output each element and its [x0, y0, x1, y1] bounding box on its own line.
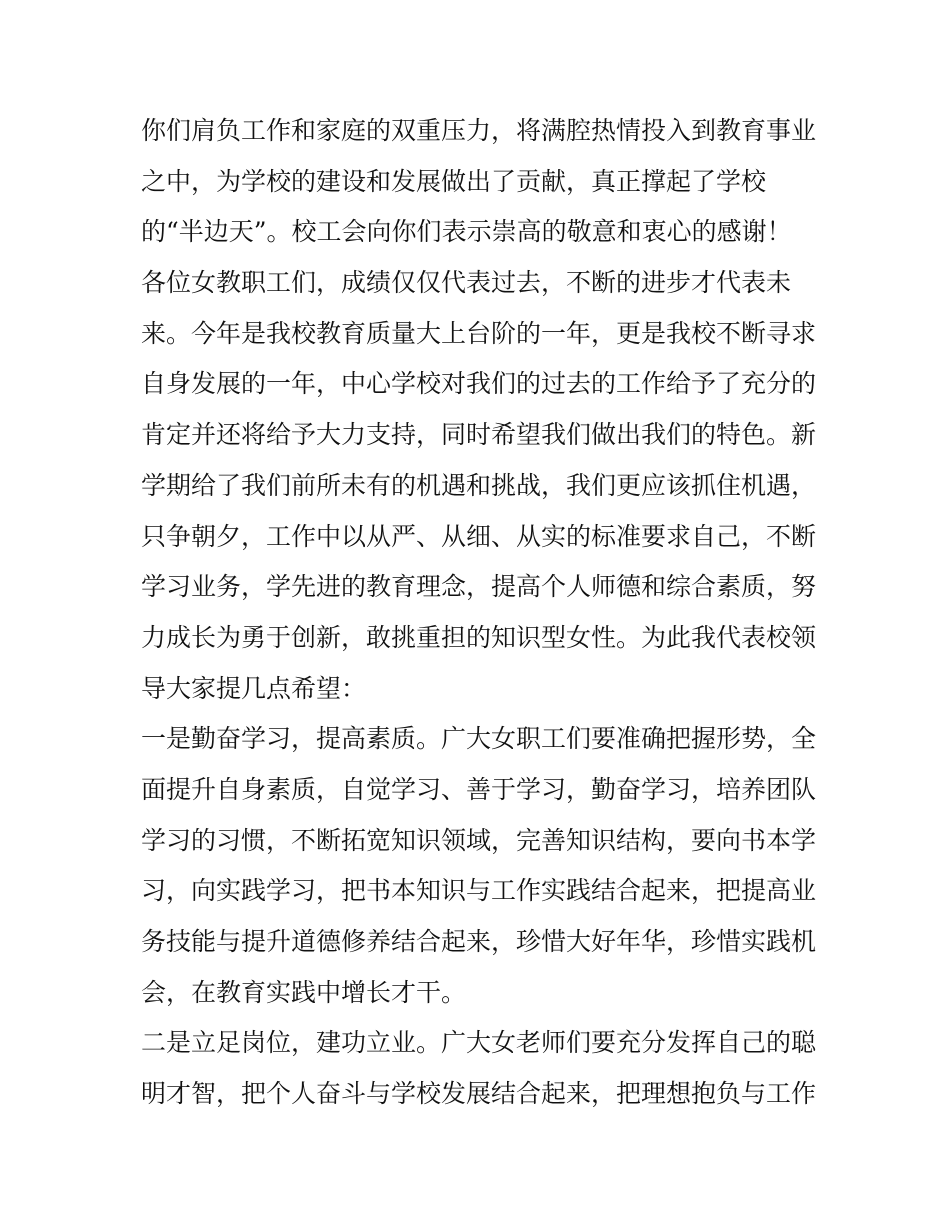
- text-line: 会，在教育实践中增长才干。: [141, 977, 467, 1007]
- text-line: 你们肩负工作和家庭的双重压力，将满腔热情投入到教育事业: [141, 116, 817, 145]
- text-line: 之中，为学校的建设和发展做出了贡献，真正撑起了学校: [141, 166, 767, 196]
- text-line: 导大家提几点希望：: [141, 673, 367, 703]
- text-line: 自身发展的一年，中心学校对我们的过去的工作给予了充分的: [141, 369, 817, 399]
- text-line: 学期给了我们前所未有的机遇和挑战，我们更应该抓住机遇，: [141, 470, 817, 500]
- text-line: 务技能与提升道德修养结合起来，珍惜大好年华，珍惜实践机: [141, 927, 817, 956]
- text-line: 面提升自身素质，自觉学习、善于学习，勤奋学习，培养团队: [141, 774, 817, 804]
- text-line: 力成长为勇于创新，敢挑重担的知识型女性。为此我代表校领: [141, 622, 817, 652]
- text-line: 只争朝夕，工作中以从严、从细、从实的标准要求自己，不断: [141, 521, 817, 551]
- text-line: 学习业务，学先进的教育理念，提高个人师德和综合素质，努: [141, 572, 817, 602]
- body-text: [141, 106, 821, 1120]
- text-line: 习，向实践学习，把书本知识与工作实践结合起来，把提高业: [141, 876, 817, 906]
- text-line: 明才智，把个人奋斗与学校发展结合起来，把理想抱负与工作: [141, 1079, 817, 1109]
- text-line: 一是勤奋学习，提高素质。广大女职工们要准确把握形势，全: [141, 724, 817, 754]
- text-line: 二是立足岗位，建功立业。广大女老师们要充分发挥自己的聪: [141, 1028, 817, 1058]
- text-line: 学习的习惯，不断拓宽知识领域，完善知识结构，要向书本学: [141, 825, 817, 855]
- text-line: 各位女教职工们，成绩仅仅代表过去，不断的进步才代表未: [141, 268, 792, 298]
- text-line: 来。今年是我校教育质量大上台阶的一年，更是我校不断寻求: [141, 318, 817, 348]
- text-line: 的“半边天”。校工会向你们表示崇高的敬意和衷心的感谢！: [141, 217, 792, 247]
- text-line: 肯定并还将给予大力支持，同时希望我们做出我们的特色。新: [141, 420, 817, 450]
